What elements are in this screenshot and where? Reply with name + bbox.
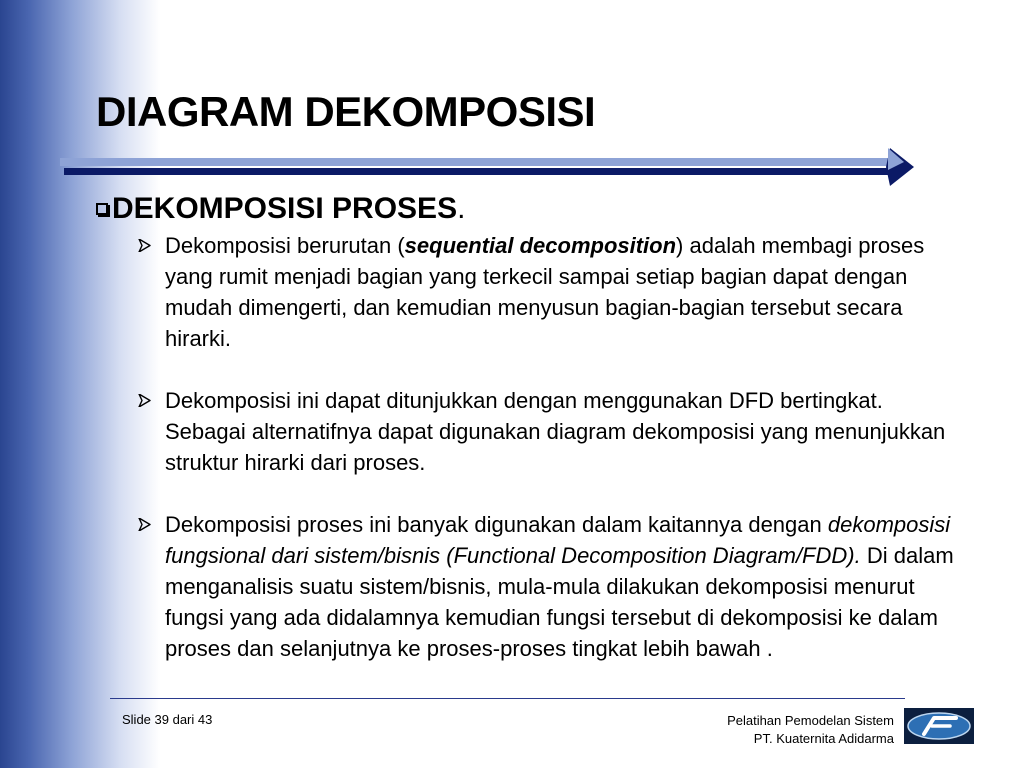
bullet-text: ) adalah membagi proses yang rumit menjadi bagian yang terkecil sampai setiap bagian dapat dengan mudah dimengerti, dan kemudian menyusun bagian-bagian tersebut secara hirarki. [165,233,925,351]
bullet-text: Di dalam menganalisis suatu sistem/bisnis, mula-mula dilakukan dekomposisi menurut fungsi yang ada didalamnya kemudian fungsi tersebut di dekomposisi ke dalam proses dan selanjutnya ke proses-proses tingkat lebih bawah . [165,543,954,661]
bullet-item [138,509,958,664]
section-heading [96,192,465,226]
bullet-emphasis: dekomposisi fungsional dari sistem/bisnis (Functional Decomposition Diagram/FDD). [165,512,951,568]
footer-divider [110,698,905,699]
footer-organization [727,712,894,748]
bullet-list [138,230,958,664]
bullet-item [138,230,958,354]
arrowhead-bullet-icon [138,239,151,252]
footer-line-1: Pelatihan Pemodelan Sistem [727,713,894,728]
section-heading-period: . [457,192,466,225]
arrowhead-bullet-icon [138,394,151,407]
slide-number: Slide 39 dari 43 [122,712,213,727]
bullet-item [138,385,958,478]
company-logo [904,708,974,744]
bullet-text: Dekomposisi berurutan ( [165,233,405,258]
checkbox-bullet-icon [96,203,108,215]
bullet-text: Dekomposisi ini dapat ditunjukkan dengan menggunakan DFD bertingkat. Sebagai alternatifnya dapat digunakan diagram dekomposisi yang menunjukkan struktur hirarki dari proses. [165,388,946,475]
slide-title: DIAGRAM DEKOMPOSISI [96,88,596,135]
footer-line-2: PT. Kuaternita Adidarma [753,731,894,746]
title-arrow-rule [58,146,918,188]
bullet-text: Dekomposisi proses ini banyak digunakan dalam kaitannya dengan [165,512,828,537]
section-heading-text: DEKOMPOSISI PROSES [112,192,458,225]
bullet-emphasis: sequential decomposition [404,233,677,258]
arrowhead-bullet-icon [138,518,151,531]
